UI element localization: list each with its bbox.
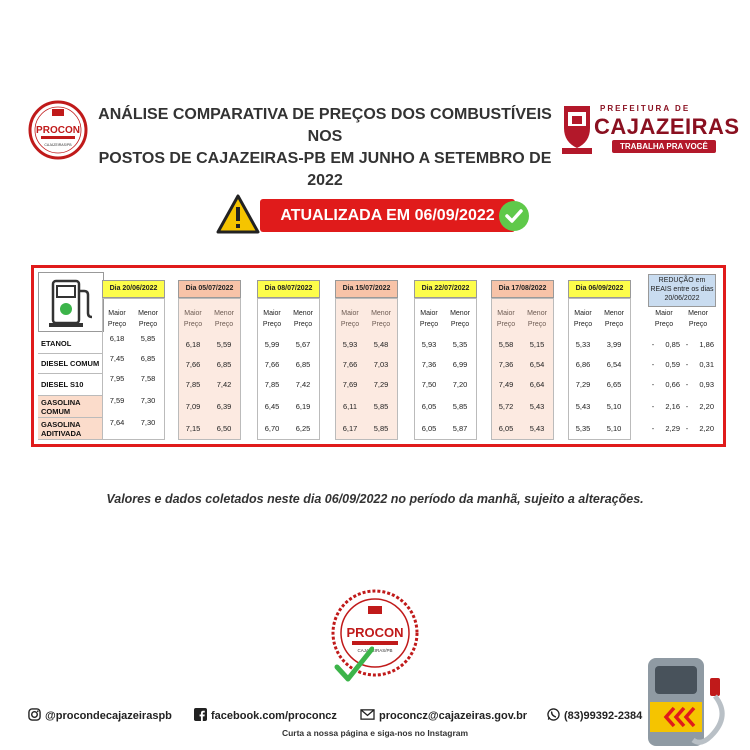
maior-price-cell: 7,59 <box>109 396 125 405</box>
maior-price-cell: 7,29 <box>575 380 591 389</box>
instagram-icon <box>28 708 41 721</box>
reduction-sign-cell: - <box>651 402 655 411</box>
email-address: proconcz@cajazeiras.gov.br <box>379 710 528 722</box>
menor-price-cell: 7,30 <box>140 418 156 427</box>
reduction-value-cell: 0,85 <box>665 340 680 349</box>
city-prefix: PREFEITURA DE <box>600 104 691 113</box>
menor-price-cell: 5,10 <box>606 424 622 433</box>
maior-price-cell: 5,72 <box>498 402 514 411</box>
svg-text:PROCON: PROCON <box>346 625 404 640</box>
maior-price-cell: 7,15 <box>185 424 201 433</box>
menor-price-cell: 6,99 <box>452 360 468 369</box>
date-column-box <box>568 298 631 440</box>
reduction-sign-cell: - <box>685 402 689 411</box>
maior-price-cell: 7,85 <box>185 380 201 389</box>
maior-price-cell: 6,17 <box>342 424 358 433</box>
title-line-2: POSTOS DE CAJAZEIRAS-PB EM JUNHO A SETEMBRO DE 2022 <box>98 150 552 189</box>
email-link[interactable] <box>360 708 527 722</box>
warning-icon <box>216 194 260 234</box>
reduction-value-cell: 2,29 <box>665 424 680 433</box>
menor-price-cell: 3,99 <box>606 340 622 349</box>
maior-price-cell: 5,58 <box>498 340 514 349</box>
update-banner-text: ATUALIZADA EM 06/09/2022 <box>280 207 495 224</box>
maior-price-cell: 5,99 <box>264 340 280 349</box>
menor-price-cell: 6,85 <box>140 354 156 363</box>
reduction-value-cell: 0,31 <box>699 360 714 369</box>
reduction-value-cell: 2,16 <box>665 402 680 411</box>
maior-price-cell: 6,45 <box>264 402 280 411</box>
email-icon <box>360 708 375 721</box>
menor-price-cell: 7,03 <box>373 360 389 369</box>
maior-price-cell: 7,66 <box>342 360 358 369</box>
reduction-header: REDUÇÃO em REAIS entre os dias 20/06/2022 <box>648 274 716 307</box>
reduction-sign-cell: - <box>685 340 689 349</box>
facebook-link[interactable] <box>194 708 337 722</box>
menor-price-cell: 7,20 <box>452 380 468 389</box>
reduction-menor-header: Menor Preço <box>688 310 708 328</box>
menor-price-cell: 6,39 <box>216 402 232 411</box>
fuel-label: DIESEL S10 <box>38 374 102 396</box>
facebook-icon <box>194 708 207 721</box>
menor-price-cell: 5,59 <box>216 340 232 349</box>
maior-price-cell: 7,69 <box>342 380 358 389</box>
maior-price-cell: 5,93 <box>421 340 437 349</box>
menor-price-cell: 5,35 <box>452 340 468 349</box>
reduction-value-cell: 0,66 <box>665 380 680 389</box>
maior-preco-header: Maior Preço <box>573 310 593 328</box>
menor-price-cell: 7,58 <box>140 374 156 383</box>
maior-preco-header: Maior Preço <box>419 310 439 328</box>
reduction-sign-cell: - <box>685 424 689 433</box>
menor-price-cell: 6,19 <box>295 402 311 411</box>
reduction-sign-cell: - <box>651 380 655 389</box>
reduction-sign-cell: - <box>685 360 689 369</box>
date-header: Dia 05/07/2022 <box>178 280 241 298</box>
title-line-1: ANÁLISE COMPARATIVA DE PREÇOS DOS COMBUSTÍVEIS NOS <box>98 106 552 145</box>
menor-preco-header: Menor Preço <box>371 310 391 328</box>
date-header: Dia 17/08/2022 <box>491 280 554 298</box>
city-name: CAJAZEIRAS <box>594 114 740 139</box>
maior-price-cell: 7,66 <box>185 360 201 369</box>
menor-price-cell: 5,43 <box>529 424 545 433</box>
maior-preco-header: Maior Preço <box>183 310 203 328</box>
reduction-sign-cell: - <box>651 424 655 433</box>
menor-preco-header: Menor Preço <box>450 310 470 328</box>
fuel-pump-illustration <box>640 652 740 750</box>
menor-price-cell: 5,85 <box>373 402 389 411</box>
date-column-box <box>178 298 241 440</box>
date-column-box <box>335 298 398 440</box>
menor-price-cell: 5,48 <box>373 340 389 349</box>
menor-price-cell: 7,42 <box>295 380 311 389</box>
menor-price-cell: 5,10 <box>606 402 622 411</box>
maior-price-cell: 7,45 <box>109 354 125 363</box>
svg-text:CAJAZEIRAS/PB: CAJAZEIRAS/PB <box>357 648 393 653</box>
svg-text:CAJAZEIRAS/PB: CAJAZEIRAS/PB <box>44 143 72 147</box>
fuel-pump-icon <box>38 272 104 332</box>
maior-price-cell: 6,70 <box>264 424 280 433</box>
menor-price-cell: 5,85 <box>373 424 389 433</box>
maior-price-cell: 7,66 <box>264 360 280 369</box>
maior-preco-header: Maior Preço <box>262 310 282 328</box>
menor-price-cell: 5,43 <box>529 402 545 411</box>
menor-price-cell: 5,85 <box>140 334 156 343</box>
footer-caption: Curta a nossa página e siga-nos no Instagram <box>281 728 469 738</box>
menor-price-cell: 5,15 <box>529 340 545 349</box>
check-circle-icon <box>498 200 530 232</box>
menor-price-cell: 6,85 <box>295 360 311 369</box>
menor-price-cell: 5,85 <box>452 402 468 411</box>
reduction-value-cell: 0,93 <box>699 380 714 389</box>
instagram-handle: @procondecajazeiraspb <box>45 710 172 722</box>
reduction-value-cell: 2,20 <box>699 402 714 411</box>
reduction-value-cell: 1,86 <box>699 340 714 349</box>
data-note: Valores e dados coletados neste dia 06/09/2022 no período da manhã, sujeito a alterações. <box>106 492 644 506</box>
maior-price-cell: 7,49 <box>498 380 514 389</box>
date-header: Dia 22/07/2022 <box>414 280 477 298</box>
menor-preco-header: Menor Preço <box>293 310 313 328</box>
menor-price-cell: 6,50 <box>216 424 232 433</box>
date-column-box <box>257 298 320 440</box>
whatsapp-icon <box>547 708 560 721</box>
date-column-box <box>491 298 554 440</box>
svg-text:PROCON: PROCON <box>36 125 80 136</box>
date-header: Dia 06/09/2022 <box>568 280 631 298</box>
date-column-box <box>414 298 477 440</box>
maior-price-cell: 5,35 <box>575 424 591 433</box>
reduction-maior-header: Maior Preço <box>654 310 674 328</box>
procon-logo <box>28 100 88 160</box>
date-header: Dia 08/07/2022 <box>257 280 320 298</box>
maior-price-cell: 7,95 <box>109 374 125 383</box>
maior-price-cell: 7,50 <box>421 380 437 389</box>
fuel-label: GASOLINA COMUM <box>38 396 102 418</box>
menor-preco-header: Menor Preço <box>527 310 547 328</box>
menor-price-cell: 6,54 <box>529 360 545 369</box>
date-header: Dia 20/06/2022 <box>102 280 165 298</box>
maior-price-cell: 7,09 <box>185 402 201 411</box>
maior-price-cell: 7,64 <box>109 418 125 427</box>
menor-price-cell: 7,30 <box>140 396 156 405</box>
maior-price-cell: 6,86 <box>575 360 591 369</box>
maior-price-cell: 6,05 <box>421 402 437 411</box>
reduction-value-cell: 2,20 <box>699 424 714 433</box>
fuel-label: ETANOL <box>38 334 102 354</box>
menor-price-cell: 6,25 <box>295 424 311 433</box>
maior-preco-header: Maior Preço <box>496 310 516 328</box>
maior-price-cell: 6,05 <box>498 424 514 433</box>
menor-price-cell: 5,67 <box>295 340 311 349</box>
menor-price-cell: 7,42 <box>216 380 232 389</box>
maior-price-cell: 7,85 <box>264 380 280 389</box>
reduction-sign-cell: - <box>651 340 655 349</box>
maior-price-cell: 7,36 <box>498 360 514 369</box>
maior-price-cell: 6,11 <box>342 402 358 411</box>
date-header: Dia 15/07/2022 <box>335 280 398 298</box>
menor-price-cell: 5,87 <box>452 424 468 433</box>
maior-price-cell: 5,93 <box>342 340 358 349</box>
maior-price-cell: 5,33 <box>575 340 591 349</box>
fuel-label: GASOLINA ADITIVADA <box>38 418 102 440</box>
whatsapp-link[interactable] <box>547 708 642 722</box>
menor-price-cell: 6,64 <box>529 380 545 389</box>
maior-price-cell: 6,05 <box>421 424 437 433</box>
checkmark-icon <box>334 645 374 685</box>
menor-preco-header: Menor Preço <box>214 310 234 328</box>
reduction-value-cell: 0,59 <box>665 360 680 369</box>
maior-price-cell: 5,43 <box>575 402 591 411</box>
menor-preco-header: Menor Preço <box>604 310 624 328</box>
maior-price-cell: 6,18 <box>109 334 125 343</box>
reduction-sign-cell: - <box>685 380 689 389</box>
fuel-label: DIESEL COMUM <box>38 354 102 374</box>
menor-price-cell: 7,29 <box>373 380 389 389</box>
city-slogan: TRABALHA PRA VOCÊ <box>612 140 716 153</box>
facebook-handle: facebook.com/proconcz <box>211 710 337 722</box>
maior-preco-header: Maior Preço <box>340 310 360 328</box>
maior-preco-header: Maior Preço <box>107 310 127 328</box>
menor-price-cell: 6,85 <box>216 360 232 369</box>
menor-price-cell: 6,54 <box>606 360 622 369</box>
maior-price-cell: 6,18 <box>185 340 201 349</box>
page-title <box>95 104 555 192</box>
menor-price-cell: 6,65 <box>606 380 622 389</box>
whatsapp-number: (83)99392-2384 <box>564 710 643 722</box>
reduction-sign-cell: - <box>651 360 655 369</box>
maior-price-cell: 7,36 <box>421 360 437 369</box>
instagram-link[interactable] <box>28 708 172 722</box>
menor-preco-header: Menor Preço <box>138 310 158 328</box>
